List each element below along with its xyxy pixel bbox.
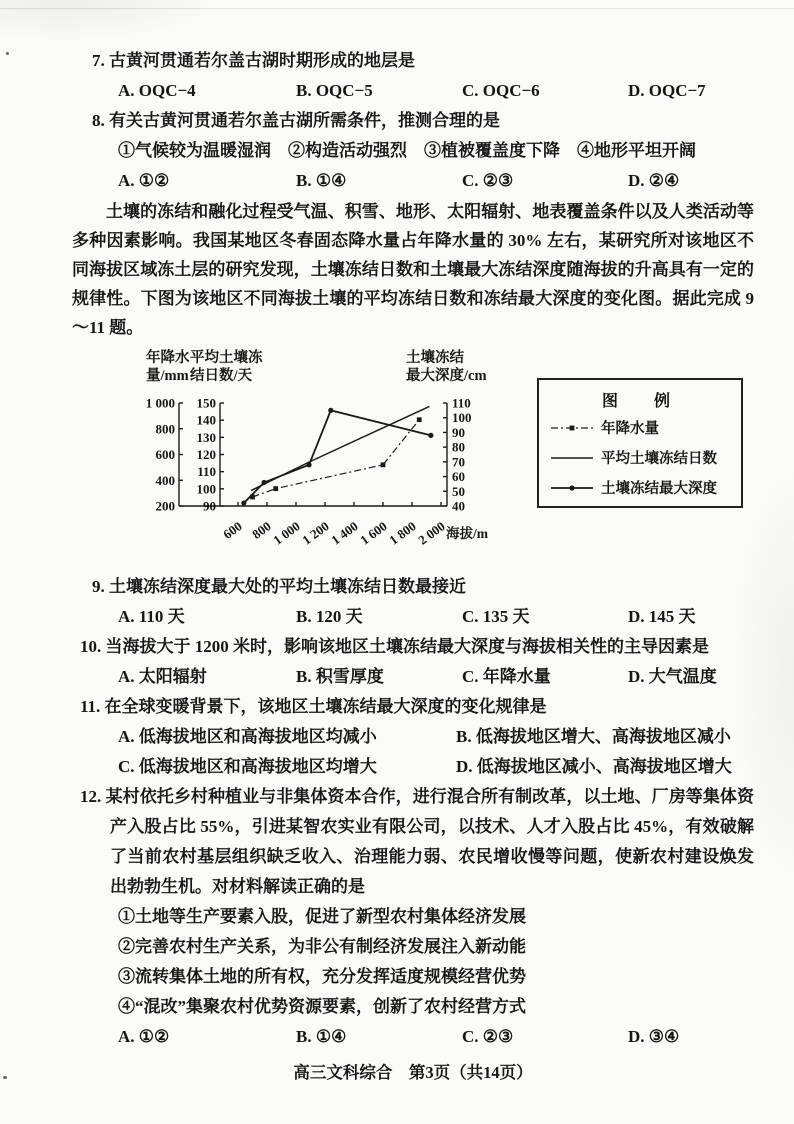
svg-text:年降水: 年降水 (146, 350, 190, 366)
svg-text:1 600: 1 600 (357, 518, 390, 548)
svg-text:100: 100 (452, 410, 472, 426)
option-a: A. 太阳辐射 (118, 667, 207, 686)
legend-line-sample (551, 452, 593, 464)
legend-entry-0 (551, 417, 731, 438)
svg-text:1 800: 1 800 (386, 518, 419, 548)
page-footer: 高三文科综合 第3页（共14页） (293, 1063, 533, 1082)
svg-text:土壤冻结: 土壤冻结 (406, 350, 464, 366)
option-c: C. 135 天 (462, 607, 530, 626)
question-12-item-4: ④“混改”集聚农村优势资源要素，创新了农村经营方式 (118, 997, 526, 1016)
question-11-options-row1 (118, 722, 754, 752)
option-c: C. 年降水量 (462, 667, 551, 686)
item-2: ②构造活动强烈 (288, 141, 407, 160)
freezing-chart-figure (72, 346, 754, 568)
svg-text:130: 130 (196, 429, 216, 445)
question-7-stem: 7. 古黄河贯通若尔盖古湖时期形成的地层是 (92, 51, 415, 70)
legend-title: 图 例 (601, 393, 680, 410)
svg-text:800: 800 (155, 421, 175, 437)
scan-speck (3, 1076, 7, 1079)
option-a: A. ①② (118, 171, 170, 190)
legend-entry-1 (551, 447, 731, 468)
svg-text:600: 600 (155, 447, 175, 462)
question-11-options-row2 (118, 752, 754, 782)
question-12-item-3: ③流转集体土地的所有权，充分发挥适度规模经营优势 (118, 967, 526, 986)
question-9-stem: 9. 土壤冻结深度最大处的平均土壤冻结日数最接近 (92, 577, 466, 596)
question-8-options (118, 166, 754, 196)
svg-text:量/mm: 量/mm (146, 368, 189, 384)
svg-text:结日数/天: 结日数/天 (190, 368, 253, 384)
svg-text:100: 100 (196, 481, 216, 497)
scan-speck (6, 52, 9, 55)
option-b: B. 低海拔地区增大、高海拔地区减小 (456, 727, 731, 746)
reading-passage: 土壤的冻结和融化过程受气温、积雪、地形、太阳辐射、地表覆盖条件以及人类活动等多种因素影响。我国某地区冬春固态降水量占年降水量的 30% 左右，某研究所对该地区不同海拔区域冻土层的研究发现，土壤冻结日数和土壤最大冻结深度随海拔的升高具有一定的规律性。下图为该地区不同海拔土壤的平均冻结日数和冻结最大深度的变化图。据此完成 9～11 题。 (72, 202, 754, 337)
svg-text:海拔/m: 海拔/m (446, 526, 488, 541)
elevation-chart (144, 346, 604, 568)
option-a: A. 110 天 (118, 607, 185, 626)
svg-text:1 000: 1 000 (145, 395, 175, 411)
item-1: ①气候较为温暖湿润 (118, 141, 271, 160)
svg-text:1 400: 1 400 (328, 518, 361, 548)
svg-text:800: 800 (249, 518, 274, 542)
option-c: C. ②③ (462, 1027, 514, 1046)
svg-text:80: 80 (452, 439, 465, 455)
option-d: D. 低海拔地区减小、高海拔地区增大 (456, 757, 732, 776)
question-12-stem: 12. 某村依托乡村种植业与非集体资本合作，进行混合所有制改革，以土地、厂房等集体资产入股占比 55%，引进某智农实业有限公司，以技术、人才入股占比 45%，有效破解了当前农村基层组织缺乏收入、治理能力弱、农民增收慢等问题，使新农村建设焕发出勃勃生机。对材料解读正确的是 (80, 787, 754, 896)
legend-entry-2 (551, 477, 731, 498)
option-b: B. 120 天 (296, 607, 363, 626)
option-b: B. ①④ (296, 171, 347, 190)
question-12-options (118, 1022, 754, 1052)
svg-text:110: 110 (452, 395, 471, 411)
svg-text:1 200: 1 200 (299, 518, 332, 548)
option-a: A. 低海拔地区和高海拔地区均减小 (118, 727, 377, 746)
legend-line-sample (551, 422, 593, 434)
svg-text:140: 140 (196, 412, 216, 428)
svg-text:400: 400 (155, 472, 175, 488)
legend-label: 土壤冻结最大深度 (601, 481, 717, 497)
option-d: D. 145 天 (628, 607, 696, 626)
question-7-options (118, 76, 754, 106)
item-3: ③植被覆盖度下降 (424, 141, 560, 160)
option-c: C. ②③ (462, 171, 514, 190)
question-10-stem: 10. 当海拔大于 1200 米时，影响该地区土壤冻结最大深度与海拔相关性的主导因素是 (80, 637, 709, 656)
svg-text:150: 150 (196, 395, 216, 411)
option-b: B. ①④ (296, 1027, 347, 1046)
svg-text:120: 120 (196, 447, 216, 462)
question-11-stem: 11. 在全球变暖背景下，该地区土壤冻结最大深度的变化规律是 (80, 697, 547, 716)
chart-legend (537, 378, 743, 508)
question-8-items (118, 136, 754, 166)
question-9-options (118, 602, 754, 632)
question-8-stem: 8. 有关古黄河贯通若尔盖古湖所需条件，推测合理的是 (92, 111, 500, 130)
question-12-item-1: ①土地等生产要素入股，促进了新型农村集体经济发展 (118, 907, 526, 926)
svg-text:平均土壤冻: 平均土壤冻 (190, 350, 263, 366)
svg-text:90: 90 (203, 498, 216, 514)
option-c: C. 低海拔地区和高海拔地区均增大 (118, 757, 377, 776)
question-12-item-2: ②完善农村生产关系，为非公有制经济发展注入新动能 (118, 937, 526, 956)
option-d: D. ②④ (628, 171, 680, 190)
option-c: C. OQC−6 (462, 81, 540, 100)
item-4: ④地形平坦开阔 (577, 141, 696, 160)
svg-text:110: 110 (197, 464, 216, 480)
option-b: B. 积雪厚度 (296, 667, 384, 686)
option-d: D. OQC−7 (628, 81, 706, 100)
svg-text:1 000: 1 000 (270, 518, 303, 548)
legend-line-sample (551, 482, 593, 494)
svg-text:40: 40 (452, 498, 465, 514)
svg-text:最大深度/cm: 最大深度/cm (406, 368, 487, 384)
option-d: D. 大气温度 (628, 667, 717, 686)
svg-text:600: 600 (220, 518, 245, 542)
option-b: B. OQC−5 (296, 81, 373, 100)
option-d: D. ③④ (628, 1027, 680, 1046)
svg-text:90: 90 (452, 424, 465, 440)
legend-label: 平均土壤冻结日数 (601, 451, 717, 467)
svg-text:70: 70 (452, 454, 465, 470)
svg-text:60: 60 (452, 469, 465, 485)
option-a: A. OQC−4 (118, 81, 196, 100)
svg-text:200: 200 (155, 498, 175, 514)
question-10-options (118, 662, 754, 692)
svg-text:2 000: 2 000 (415, 518, 448, 548)
legend-label: 年降水量 (601, 421, 659, 437)
option-a: A. ①② (118, 1027, 170, 1046)
svg-text:50: 50 (452, 483, 465, 499)
